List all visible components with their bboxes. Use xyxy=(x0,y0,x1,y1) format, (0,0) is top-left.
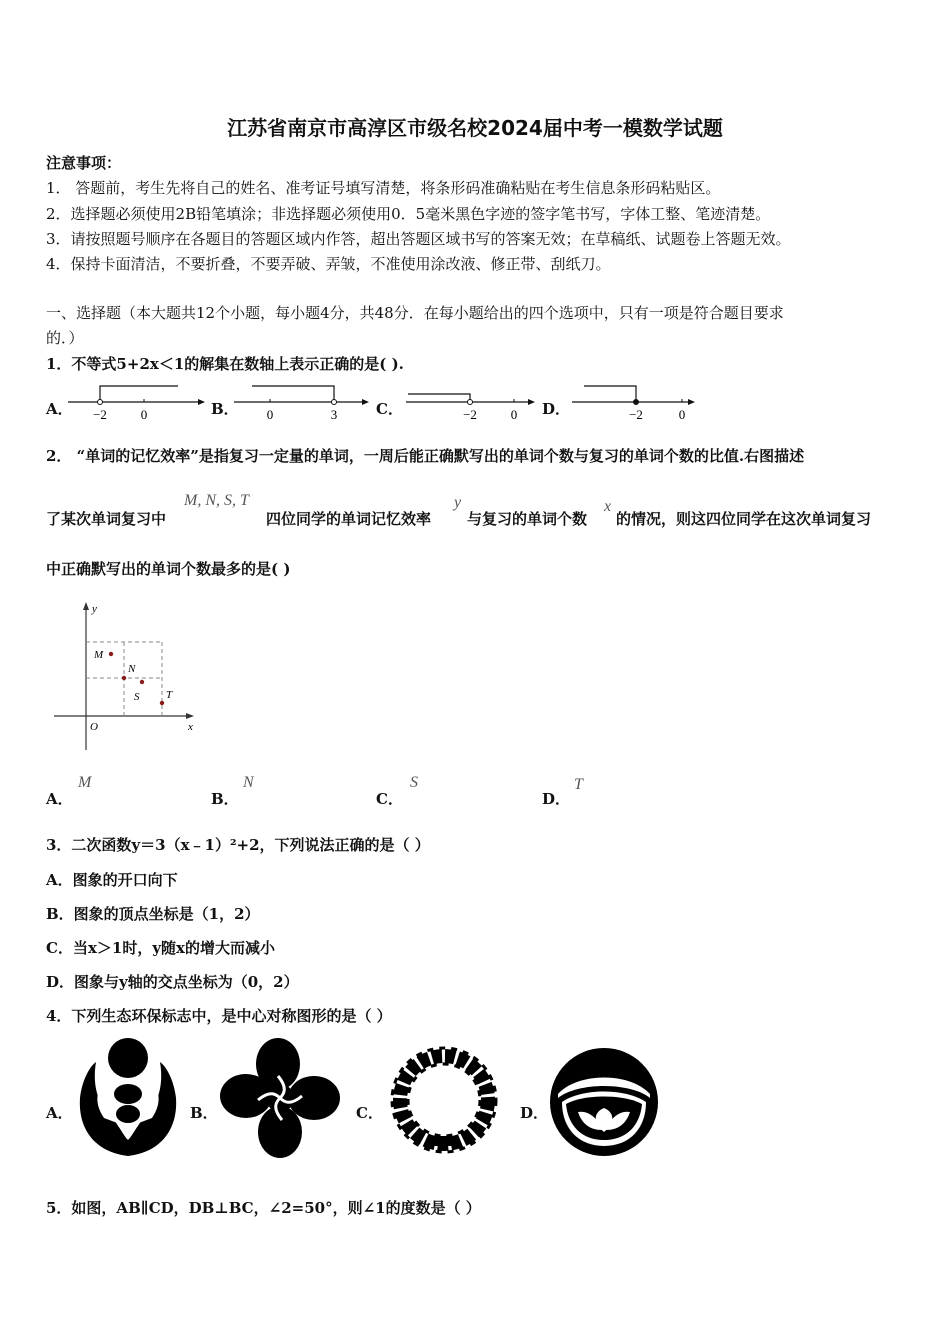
q1-option-c-number-line xyxy=(404,382,544,424)
q1-c-tick-label: −2 xyxy=(463,407,477,422)
q2-scatter-graph xyxy=(50,598,210,756)
question-5-stem: 5．如图，AB∥CD，DB⊥BC，∠2=50°，则∠1的度数是（ ） xyxy=(46,1199,481,1217)
q2-symbol-x: x xyxy=(604,498,612,515)
notice-item: 2．选择题必须使用2B铅笔填涂；非选择题必须使用0．5毫米黑色字迹的签字笔书写，字体工整、笔迹清楚。 xyxy=(46,205,771,223)
q2-option-c-label: C． xyxy=(376,790,403,808)
question-3-stem: 3．二次函数y＝3（x﹣1）²+2，下列说法正确的是（ ） xyxy=(46,836,430,854)
q1-c-tick-label: 0 xyxy=(510,407,518,422)
point-t xyxy=(160,701,164,705)
point-s-label: S xyxy=(134,691,140,703)
point-n-label: N xyxy=(128,663,136,675)
q2-option-b-value: N xyxy=(243,774,254,791)
notice-item: 4．保持卡面清洁，不要折叠，不要弄破、弄皱，不准使用涂改液、修正带、刮纸刀。 xyxy=(46,255,611,273)
q2-symbol-mnst: M, N, S, T xyxy=(184,492,249,509)
q1-option-a-label: A． xyxy=(46,400,73,418)
question-2-stem-line3: 中正确默写出的单词个数最多的是( ) xyxy=(46,560,291,578)
point-m-label: M xyxy=(94,649,104,661)
q4-logo-d-sprout-icon xyxy=(548,1046,660,1158)
q4-option-c-label: C． xyxy=(356,1104,383,1122)
q1-a-tick-label: 0 xyxy=(140,407,148,422)
point-n xyxy=(122,676,126,680)
q1-b-tick-label: 0 xyxy=(266,407,274,422)
q2-option-a-value: M xyxy=(78,774,92,791)
notice-item: 1． 答题前，考生先将自己的姓名、准考证号填写清楚，将条形码准确粘贴在考生信息条形码粘贴区。 xyxy=(46,179,721,197)
q4-logo-b-flower-icon xyxy=(218,1036,342,1160)
q3-option-b: B．图象的顶点坐标是（1，2） xyxy=(46,905,260,923)
question-4-stem: 4．下列生态环保标志中，是中心对称图形的是（ ） xyxy=(46,1007,392,1025)
axis-y-label: y xyxy=(92,603,97,615)
question-2-stem-line2d: 的情况，则这四位同学在这次单词复习 xyxy=(616,510,872,528)
q1-b-tick-label: 3 xyxy=(330,407,338,422)
q1-option-d-number-line xyxy=(570,382,700,424)
q4-logo-c-wreath-icon xyxy=(384,1040,504,1158)
point-t-label: T xyxy=(166,689,173,701)
question-2-stem-line2b: 四位同学的单词记忆效率 xyxy=(266,510,432,528)
q1-option-a-number-line xyxy=(66,382,206,424)
q1-a-tick-label: −2 xyxy=(93,407,107,422)
origin-label: O xyxy=(90,721,98,733)
point-s xyxy=(140,680,144,684)
q1-option-b-number-line xyxy=(232,382,372,424)
q2-option-d-label: D． xyxy=(542,790,571,808)
notice-item: 3．请按照题号顺序在各题目的答题区域内作答，超出答题区域书写的答案无效；在草稿纸、试题卷上答题无效。 xyxy=(46,230,791,248)
point-m xyxy=(109,652,113,656)
notice-heading: 注意事项： xyxy=(46,154,122,172)
q3-option-a: A．图象的开口向下 xyxy=(46,871,178,889)
q2-symbol-y: y xyxy=(454,494,462,511)
q3-option-d: D．图象与y轴的交点坐标为（0，2） xyxy=(46,973,299,991)
q4-option-a-label: A． xyxy=(46,1104,73,1122)
q1-d-tick-label: −2 xyxy=(629,407,643,422)
q1-option-d-label: D． xyxy=(542,400,571,418)
q4-logo-a-flame-icon xyxy=(74,1036,180,1160)
q4-option-b-label: B． xyxy=(190,1104,218,1122)
question-2-stem-line1: 2． “单词的记忆效率”是指复习一定量的单词，一周后能正确默写出的单词个数与复习的单词个数的比值.右图描述 xyxy=(46,447,805,465)
page-title: 江苏省南京市高淳区市级名校2024届中考一模数学试题 xyxy=(227,116,723,140)
q4-option-d-label: D． xyxy=(520,1104,549,1122)
question-2-stem-line2a: 了某次单词复习中 xyxy=(46,510,167,528)
q2-option-c-value: S xyxy=(410,774,418,791)
q3-option-c: C．当x＞1时，y随x的增大而减小 xyxy=(46,939,275,957)
q2-option-a-label: A． xyxy=(46,790,73,808)
q2-option-b-label: B． xyxy=(211,790,239,808)
section-heading: 一、选择题（本大题共12个小题，每小题4分，共48分．在每小题给出的四个选项中，只有一项是符合题目要求 xyxy=(46,304,784,322)
question-1-stem: 1．不等式5+2x＜1的解集在数轴上表示正确的是( ). xyxy=(46,355,404,373)
q1-option-c-label: C． xyxy=(376,400,403,418)
q2-option-d-value: T xyxy=(574,776,583,793)
q1-d-tick-label: 0 xyxy=(678,407,686,422)
axis-x-label: x xyxy=(188,721,193,733)
question-2-stem-line2c: 与复习的单词个数 xyxy=(467,510,588,528)
q1-option-b-label: B． xyxy=(211,400,239,418)
section-heading-cont: 的．） xyxy=(46,329,84,347)
